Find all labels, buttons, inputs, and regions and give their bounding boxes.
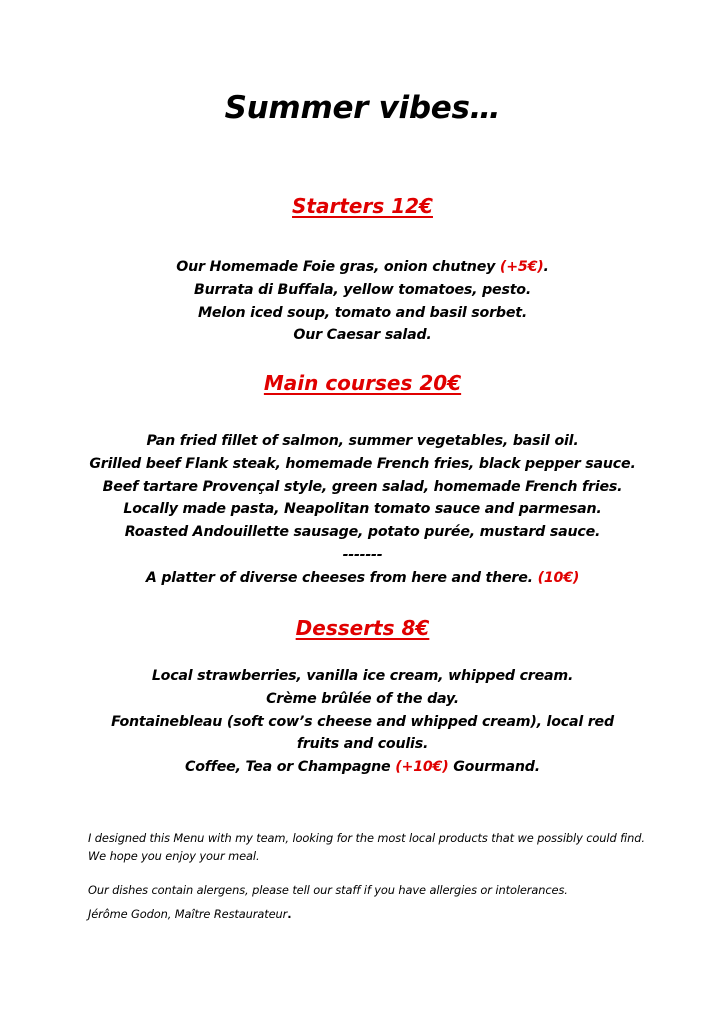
coffee-supplement: (+10€) [395,759,449,776]
dessert-item-fontainebleau: Fontainebleau (soft cow’s cheese and whipped cream), local red fruits and coulis. [111,713,614,753]
main-item-flank-steak: Grilled beef Flank steak, homemade French fries, black pepper sauce. [89,455,636,472]
chef-signature: Jérôme Godon, Maître Restaurateur. [88,907,292,921]
chef-note: I designed this Menu with my team, looking for the most local products that we possibly could find. We hope you enjoy your meal. [88,831,645,863]
mains-heading: Main courses 20€ [263,371,462,395]
desserts-list [60,665,665,779]
cheese-price: (10€) [537,569,580,586]
starters-list [60,256,665,347]
main-item-pasta: Locally made pasta, Neapolitan tomato sauce and parmesan. [123,501,602,518]
main-item-cheese-platter: A platter of diverse cheeses from here and there. (10€) [145,569,580,586]
starter-item-foie-gras: Our Homemade Foie gras, onion chutney (+5€). [176,259,549,275]
main-item-tartare: Beef tartare Provençal style, green salad, homemade French fries. [102,478,623,495]
starter-item-caesar: Our Caesar salad. [293,327,432,344]
allergen-note: Our dishes contain alergens, please tell our staff if you have allergies or intolerances. [88,883,568,897]
desserts-heading: Desserts 8€ [295,616,430,640]
main-item-salmon: Pan fried fillet of salmon, summer vegetables, basil oil. [146,433,579,449]
main-item-andouillette: Roasted Andouillette sausage, potato purée, mustard sauce. [124,524,601,541]
starter-supplement: (+5€) [499,259,544,275]
dessert-item-creme-brulee: Crème brûlée of the day. [266,690,459,707]
starters-heading: Starters 12€ [292,194,433,218]
dessert-item-coffee: Coffee, Tea or Champagne (+10€) Gourmand. [185,759,540,776]
footer-notes [88,829,648,923]
starter-item-melon-soup: Melon iced soup, tomato and basil sorbet. [197,304,528,321]
main-separator: ------- [342,546,383,563]
mains-list [60,430,665,590]
dessert-item-strawberries: Local strawberries, vanilla ice cream, whipped cream. [151,668,574,684]
starter-item-burrata: Burrata di Buffala, yellow tomatoes, pesto. [193,281,532,298]
menu-title: Summer vibes… [224,90,501,126]
